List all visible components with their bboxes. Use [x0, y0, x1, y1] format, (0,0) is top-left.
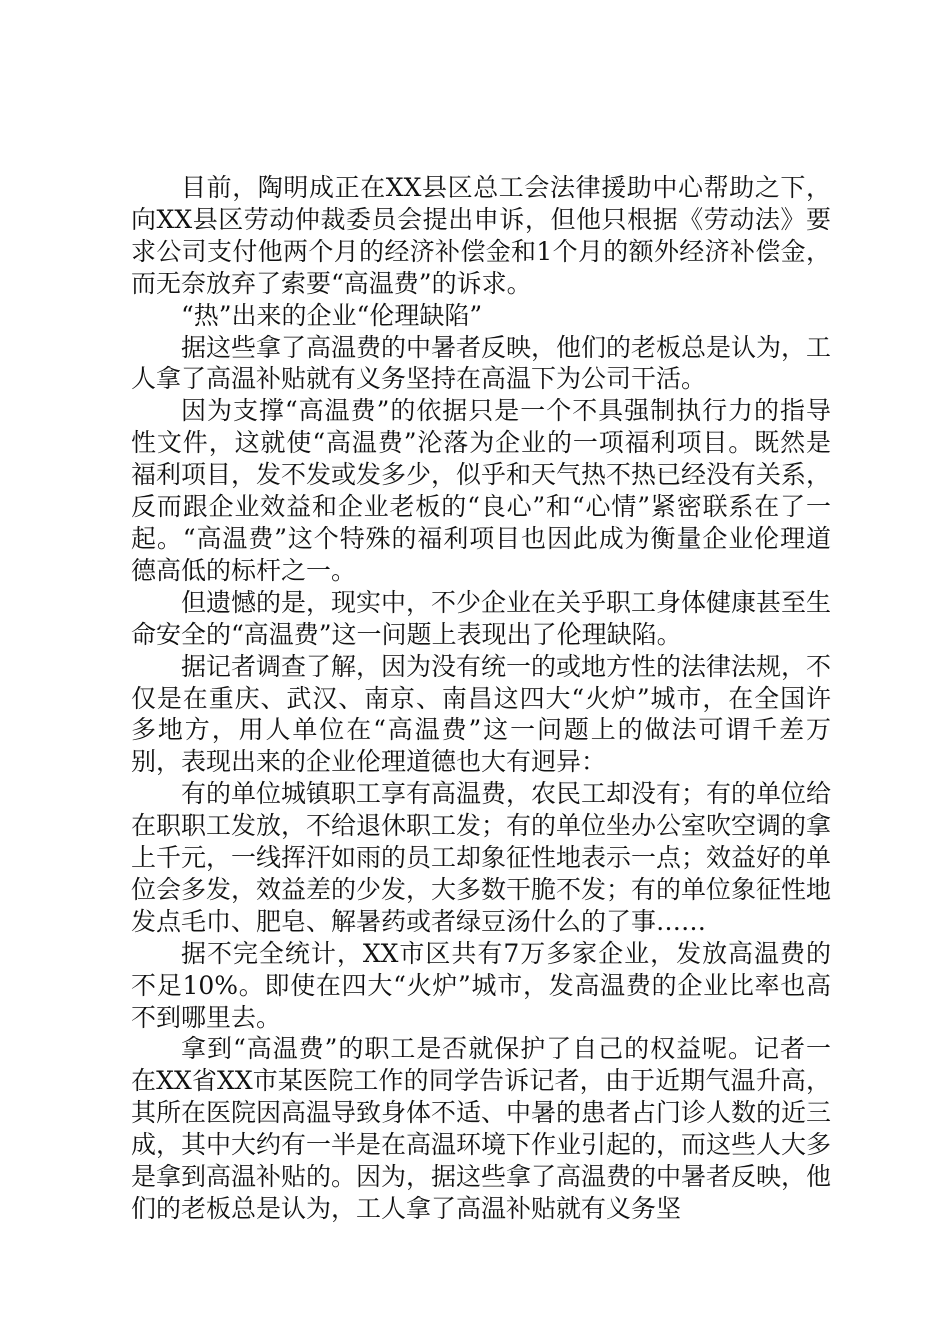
document-body — [131, 172, 831, 1225]
paragraph-6: 有的单位城镇职工享有高温费，农民工却没有；有的单位给在职职工发放，不给退休职工发；有的单位坐办公室吹空调的拿上千元，一线挥汗如雨的员工却象征性地表示一点；效益好的单位会多发，效益差的少发，大多数干脆不发；有的单位象征性地发点毛巾、肥皂、解暑药或者绿豆汤什么的了事…… — [131, 779, 832, 936]
paragraph-3: 因为支撑“高温费”的依据只是一个不具强制执行力的指导性文件，这就使“高温费”沦落为企业的一项福利项目。既然是福利项目，发不发或发多少，似乎和天气热不热已经没有关系，反而跟企业效益和企业老板的“良心”和“心情”紧密联系在了一起。“高温费”这个特殊的福利项目也因此成为衡量企业伦理道德高低的标杆之一。 — [131, 396, 832, 585]
section-heading: “热”出来的企业“伦理缺陷” — [181, 300, 483, 330]
paragraph-4: 但遗憾的是，现实中，不少企业在关乎职工身体健康甚至生命安全的“高温费”这一问题上表现出了伦理缺陷。 — [131, 587, 832, 649]
paragraph-7: 据不完全统计，XX市区共有7万多家企业，发放高温费的不足10%。即使在四大“火炉”城市，发高温费的企业比率也高不到哪里去。 — [131, 938, 831, 1032]
paragraph-5: 据记者调查了解，因为没有统一的或地方性的法律法规，不仅是在重庆、武汉、南京、南昌这四大“火炉”城市，在全国许多地方，用人单位在“高温费”这一问题上的做法可谓千差万别，表现出来的企业伦理道德也大有迥异： — [131, 651, 832, 777]
paragraph-8: 拿到“高温费”的职工是否就保护了自己的权益呢。记者一在XX省XX市某医院工作的同学告诉记者，由于近期气温升高，其所在医院因高温导致身体不适、中暑的患者占门诊人数的近三成，其中大约有一半是在高温环境下作业引起的，而这些人大多是拿到高温补贴的。因为，据这些拿了高温费的中暑者反映，他们的老板总是认为，工人拿了高温补贴就有义务坚 — [131, 1034, 832, 1223]
paragraph-2: 据这些拿了高温费的中暑者反映，他们的老板总是认为，工人拿了高温补贴就有义务坚持在高温下为公司干活。 — [131, 332, 832, 394]
paragraph-1: 目前，陶明成正在XX县区总工会法律援助中心帮助之下，向XX县区劳动仲裁委员会提出申诉，但他只根据《劳动法》要求公司支付他两个月的经济补偿金和1个月的额外经济补偿金，而无奈放弃了索要“高温费”的诉求。 — [131, 173, 831, 298]
